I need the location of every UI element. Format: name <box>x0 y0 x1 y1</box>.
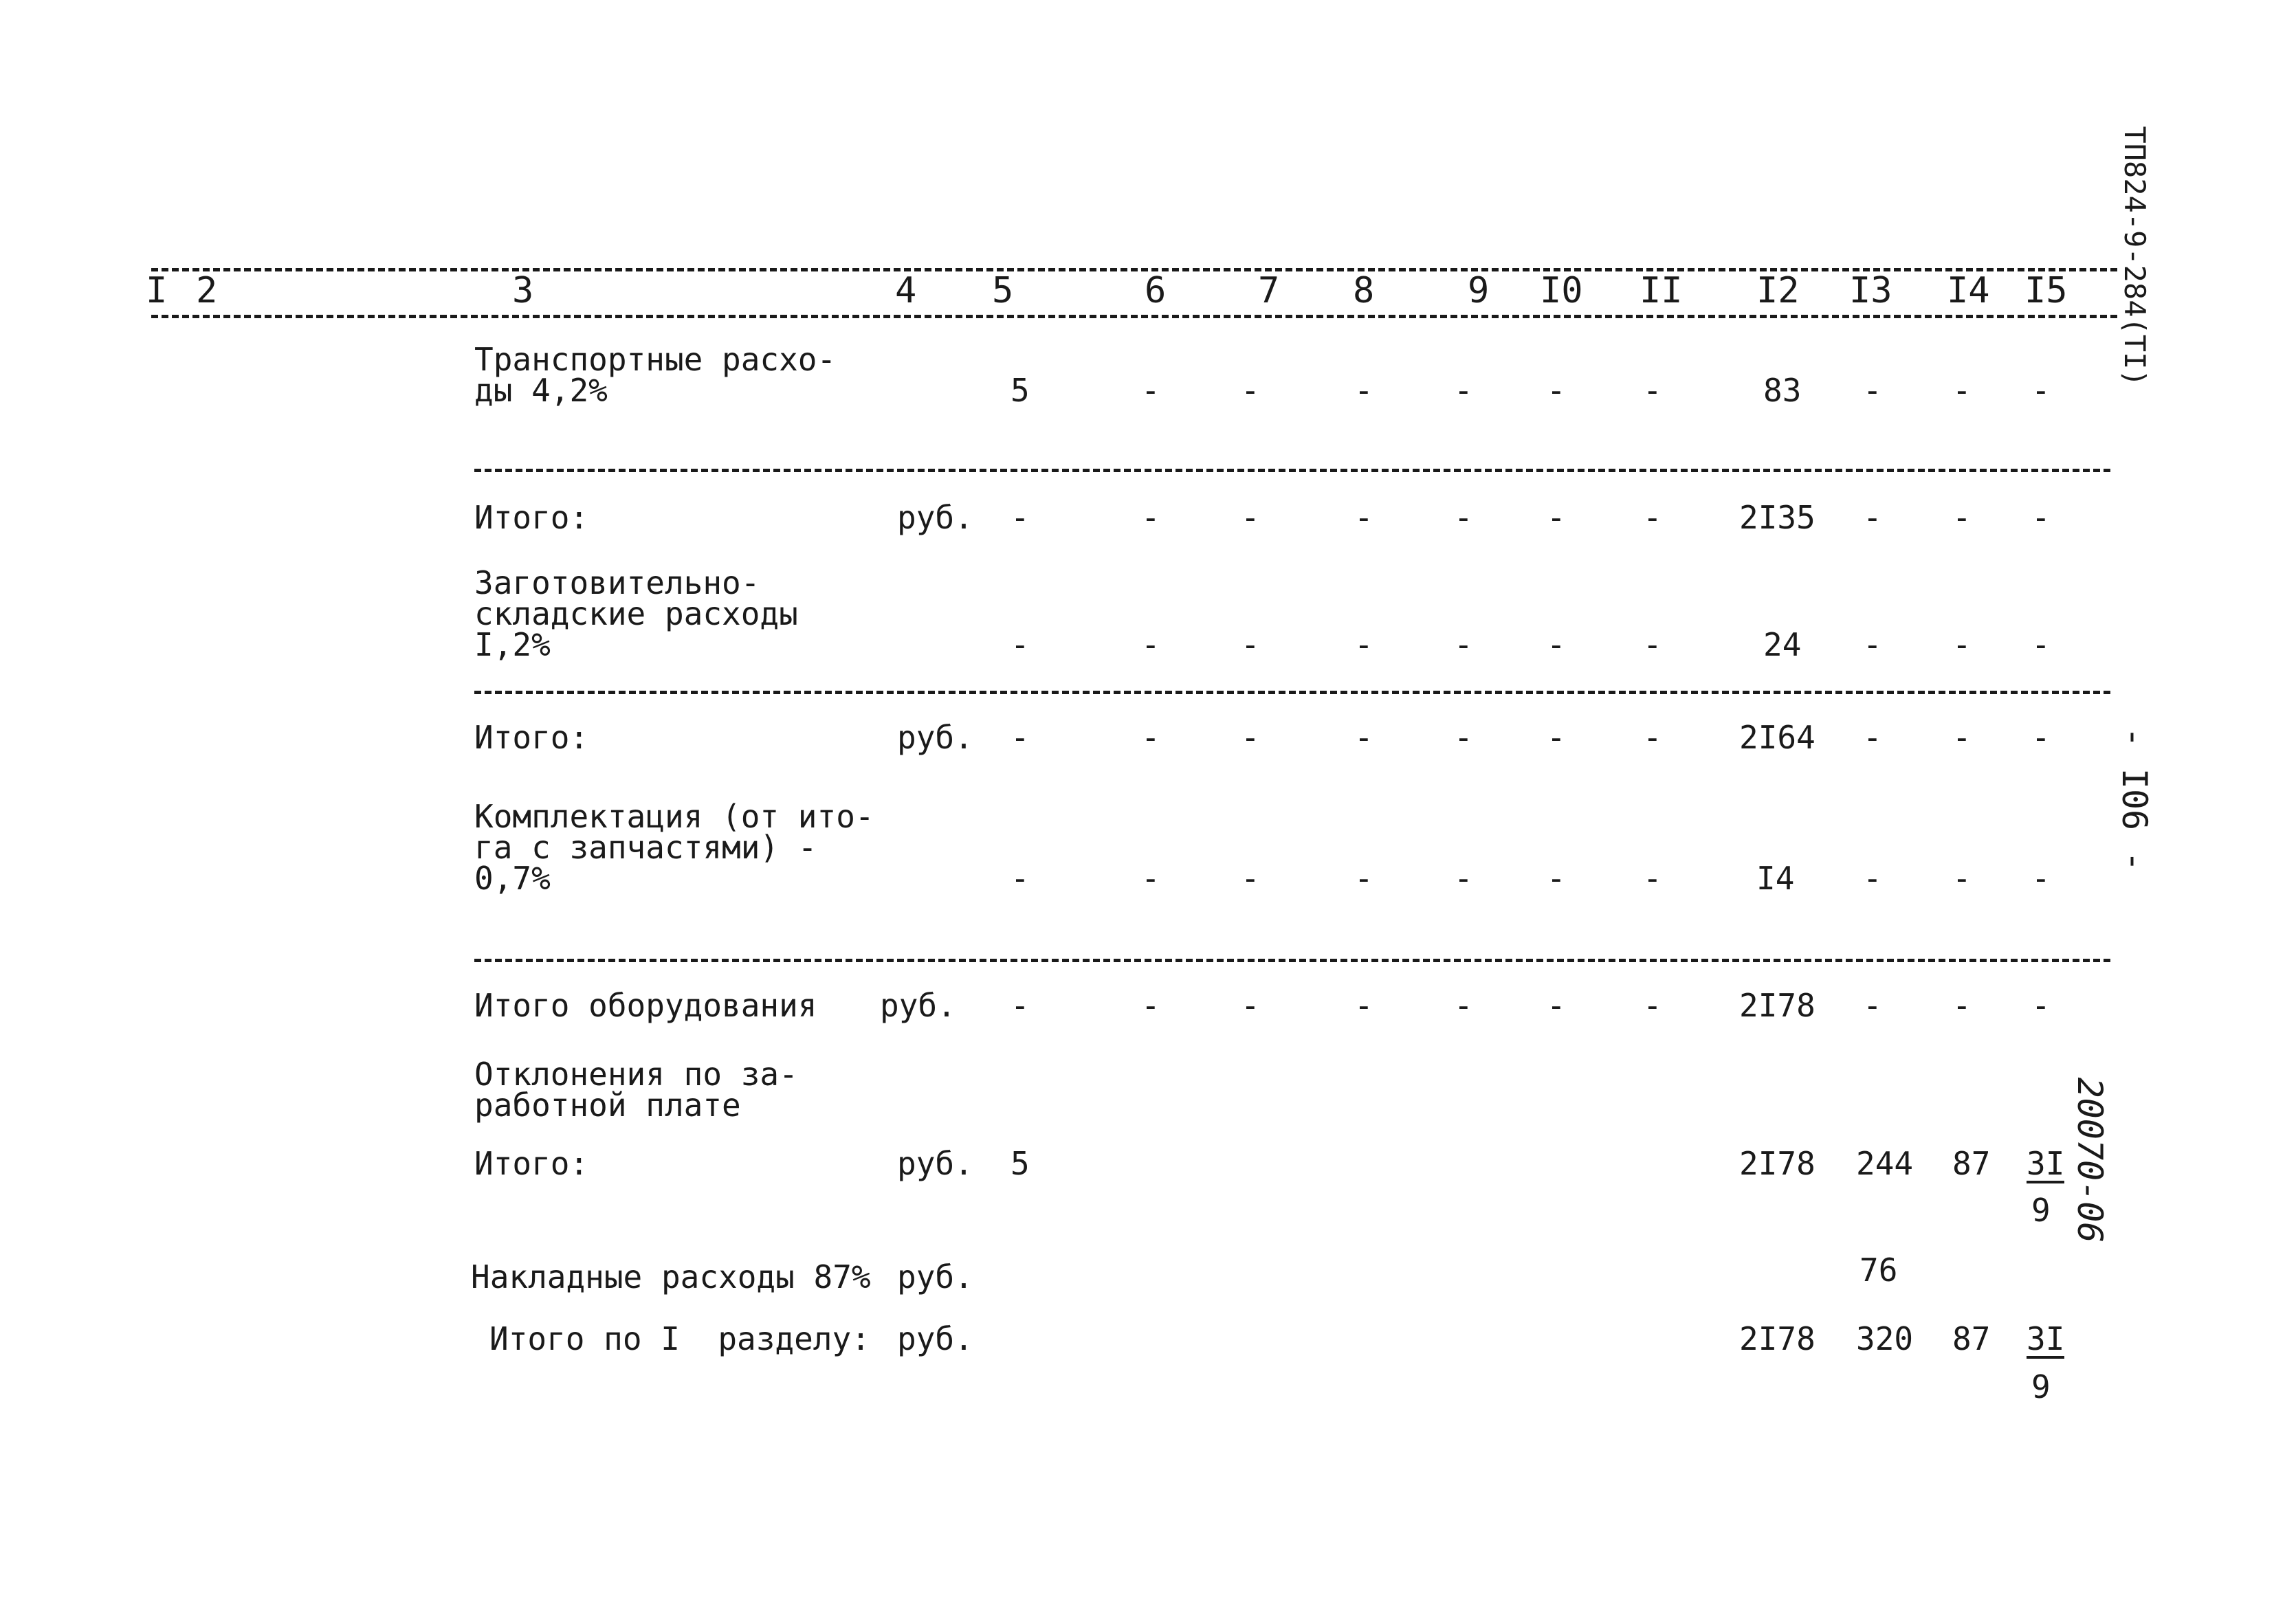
cell-col8: - <box>1354 987 1373 1024</box>
cell-col9: - <box>1454 626 1473 663</box>
row-label-line: га с запчастями) - <box>474 829 817 866</box>
row-label-line: ды 4,2% <box>474 372 608 409</box>
cell-colI0: - <box>1547 499 1566 536</box>
cell-col15: - <box>2031 626 2051 663</box>
cell-col15-numerator: 3I <box>2027 1320 2065 1357</box>
row-label-line: Отклонения по за- <box>474 1056 798 1093</box>
cell-col15-denominator: 9 <box>2031 1192 2051 1229</box>
cell-col6: - <box>1141 626 1160 663</box>
row-unit: руб. <box>897 719 973 756</box>
col-header-2: 2 <box>196 270 218 311</box>
cell-col5: 5 <box>1011 372 1030 409</box>
col-header-9: 9 <box>1468 270 1490 311</box>
cell-colI0: - <box>1547 719 1566 756</box>
row-divider <box>474 691 2110 694</box>
cell-col13: - <box>1863 626 1882 663</box>
cell-col6: - <box>1141 719 1160 756</box>
cell-col6: - <box>1141 987 1160 1024</box>
cell-col5: - <box>1011 860 1030 897</box>
cell-col6: - <box>1141 372 1160 409</box>
cell-col7: - <box>1241 719 1260 756</box>
row-label: Накладные расходы 87% <box>471 1258 871 1295</box>
cell-colII: - <box>1643 626 1662 663</box>
cell-col15-denominator: 9 <box>2031 1368 2051 1405</box>
cell-col7: - <box>1241 372 1260 409</box>
cell-col12: 2I78 <box>1739 987 1815 1024</box>
cell-col7: - <box>1241 626 1260 663</box>
header-rule-top <box>151 268 2117 271</box>
cell-col15: - <box>2031 499 2051 536</box>
cell-col14: - <box>1952 987 1972 1024</box>
row-label-line: работной плате <box>474 1087 741 1124</box>
cell-col15-numerator: 3I <box>2027 1145 2065 1182</box>
cell-col15: - <box>2031 719 2051 756</box>
cell-col13: - <box>1863 719 1882 756</box>
cell-col5: 5 <box>1011 1145 1030 1182</box>
cell-col7: - <box>1241 987 1260 1024</box>
cell-colII: - <box>1643 499 1662 536</box>
cell-col7: - <box>1241 499 1260 536</box>
cell-col15: - <box>2031 860 2051 897</box>
cell-col14: - <box>1952 372 1972 409</box>
row-label-line: Заготовительно- <box>474 564 760 601</box>
cell-col8: - <box>1354 372 1373 409</box>
cell-col8: - <box>1354 499 1373 536</box>
cell-col15: - <box>2031 987 2051 1024</box>
cell-col9: - <box>1454 860 1473 897</box>
cell-col5: - <box>1011 719 1030 756</box>
row-label-line: Транспортные расхо- <box>474 341 837 378</box>
cell-col12: I4 <box>1756 860 1795 897</box>
row-label: Итого: <box>474 1145 589 1182</box>
col-header-8: 8 <box>1353 270 1375 311</box>
cell-col13: 76 <box>1859 1252 1898 1289</box>
cell-col14: - <box>1952 626 1972 663</box>
col-header-5: 5 <box>992 270 1014 311</box>
cell-col14: - <box>1952 719 1972 756</box>
cell-colII: - <box>1643 372 1662 409</box>
col-header-3: 3 <box>512 270 534 311</box>
row-label-line: I,2% <box>474 626 551 663</box>
cell-col13: - <box>1863 499 1882 536</box>
cell-colI0: - <box>1547 372 1566 409</box>
row-label: Итого по I разделу: <box>489 1320 870 1357</box>
cell-col6: - <box>1141 860 1160 897</box>
col-header-15: I5 <box>2024 270 2068 311</box>
cell-colI0: - <box>1547 987 1566 1024</box>
row-unit: руб. <box>897 499 973 536</box>
cell-col13: - <box>1863 987 1882 1024</box>
header-rule-bottom <box>151 315 2117 318</box>
cell-col9: - <box>1454 499 1473 536</box>
row-divider <box>474 469 2110 472</box>
cell-col14: 87 <box>1952 1320 1991 1357</box>
cell-col12: 83 <box>1763 372 1802 409</box>
cell-col13: - <box>1863 860 1882 897</box>
cell-col5: - <box>1011 626 1030 663</box>
cell-col9: - <box>1454 719 1473 756</box>
row-label: Итого: <box>474 499 589 536</box>
cell-col8: - <box>1354 719 1373 756</box>
cell-col5: - <box>1011 499 1030 536</box>
col-header-12: I2 <box>1756 270 1800 311</box>
col-header-13: I3 <box>1849 270 1892 311</box>
row-label-line: складские расходы <box>474 595 798 632</box>
col-header-11: II <box>1640 270 1683 311</box>
cell-col12: 2I35 <box>1739 499 1815 536</box>
side-page-number: - I06 - <box>2115 726 2154 872</box>
cell-col14: - <box>1952 860 1972 897</box>
cell-col8: - <box>1354 860 1373 897</box>
cell-col15: - <box>2031 372 2051 409</box>
cell-colII: - <box>1643 860 1662 897</box>
cell-col6: - <box>1141 499 1160 536</box>
side-code-top: ТП824-9-284(ТI) <box>2118 126 2152 387</box>
cell-col12: 24 <box>1763 626 1802 663</box>
row-label-line: 0,7% <box>474 860 551 897</box>
row-label: Итого оборудования <box>474 987 817 1024</box>
col-header-14: I4 <box>1947 270 1990 311</box>
cell-col8: - <box>1354 626 1373 663</box>
row-unit: руб. <box>880 987 956 1024</box>
col-header-7: 7 <box>1258 270 1280 311</box>
side-code-bottom: 20070-06 <box>2070 1077 2110 1243</box>
cell-col7: - <box>1241 860 1260 897</box>
cell-col9: - <box>1454 987 1473 1024</box>
cell-col14: - <box>1952 499 1972 536</box>
cell-col14: 87 <box>1952 1145 1991 1182</box>
col-header-4: 4 <box>895 270 917 311</box>
row-unit: руб. <box>897 1258 973 1295</box>
cell-col12: 2I64 <box>1739 719 1815 756</box>
col-header-1: I <box>146 270 168 311</box>
col-header-10: I0 <box>1540 270 1583 311</box>
row-unit: руб. <box>897 1320 973 1357</box>
cell-col13: - <box>1863 372 1882 409</box>
row-label: Итого: <box>474 719 589 756</box>
col-header-6: 6 <box>1145 270 1167 311</box>
cell-colII: - <box>1643 987 1662 1024</box>
cell-colI0: - <box>1547 860 1566 897</box>
row-unit: руб. <box>897 1145 973 1182</box>
cell-col13: 320 <box>1856 1320 1914 1357</box>
cell-colII: - <box>1643 719 1662 756</box>
cell-col9: - <box>1454 372 1473 409</box>
cell-col12: 2I78 <box>1739 1145 1815 1182</box>
cell-colI0: - <box>1547 626 1566 663</box>
cell-col12: 2I78 <box>1739 1320 1815 1357</box>
cell-col5: - <box>1011 987 1030 1024</box>
cell-col13: 244 <box>1856 1145 1914 1182</box>
row-divider <box>474 959 2110 962</box>
row-label-line: Комплектация (от ито- <box>474 798 874 835</box>
